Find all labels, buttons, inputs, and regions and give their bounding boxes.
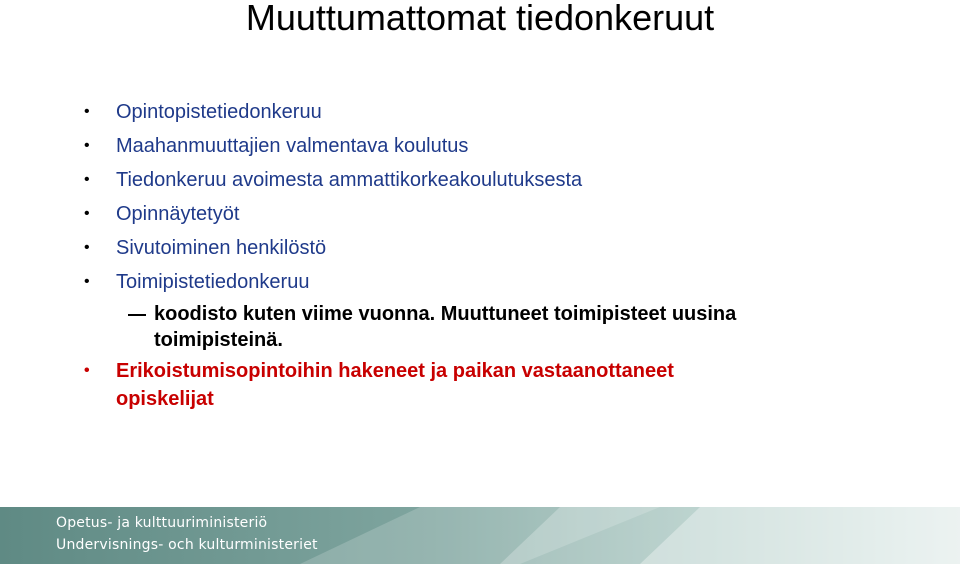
bullet-dot-icon: • bbox=[84, 205, 90, 222]
ministry-name-swedish: Undervisnings- och kulturministeriet bbox=[56, 537, 318, 553]
slide-title: Muuttumattomat tiedonkeruut bbox=[245, 0, 715, 38]
bullet-dot-icon: • bbox=[84, 137, 90, 154]
bullet-item bbox=[84, 265, 904, 299]
bullet-text: Opintopistetiedonkeruu bbox=[116, 101, 322, 123]
bullet-dot-icon: • bbox=[84, 362, 90, 379]
bullet-item bbox=[84, 197, 904, 231]
bullet-list bbox=[84, 95, 904, 413]
footer-band-graphic bbox=[0, 505, 960, 564]
bullet-text: Maahanmuuttajien valmentava koulutus bbox=[116, 135, 469, 157]
sub-bullet-line-1: koodisto kuten viime vuonna. Muuttuneet toimipisteet uusina bbox=[154, 303, 737, 325]
bullet-text: Opinnäytetyöt bbox=[116, 203, 240, 225]
bullet-item bbox=[84, 163, 904, 197]
footer-banner bbox=[0, 505, 960, 564]
dash-icon bbox=[128, 314, 146, 316]
bullet-item bbox=[84, 231, 904, 265]
bullet-text: Tiedonkeruu avoimesta ammattikorkeakoulutuksesta bbox=[116, 169, 583, 191]
bullet-dot-icon: • bbox=[84, 273, 90, 290]
highlight-bullet-line-1: Erikoistumisopintoihin hakeneet ja paikan vastaanottaneet bbox=[116, 360, 674, 382]
bullet-dot-icon: • bbox=[84, 171, 90, 188]
ministry-name-finnish: Opetus- ja kulttuuriministeriö bbox=[56, 515, 268, 531]
bullet-text: Sivutoiminen henkilöstö bbox=[116, 237, 327, 259]
highlight-bullet-line-2: opiskelijat bbox=[116, 388, 214, 410]
bullet-dot-icon: • bbox=[84, 103, 90, 120]
bullet-item bbox=[84, 95, 904, 129]
sub-bullet-line-2: toimipisteinä. bbox=[154, 329, 283, 351]
bullet-text: Toimipistetiedonkeruu bbox=[116, 271, 310, 293]
bullet-dot-icon: • bbox=[84, 239, 90, 256]
bullet-item bbox=[84, 129, 904, 163]
sub-bullet-item bbox=[84, 301, 904, 353]
highlight-bullet-item bbox=[84, 357, 904, 413]
